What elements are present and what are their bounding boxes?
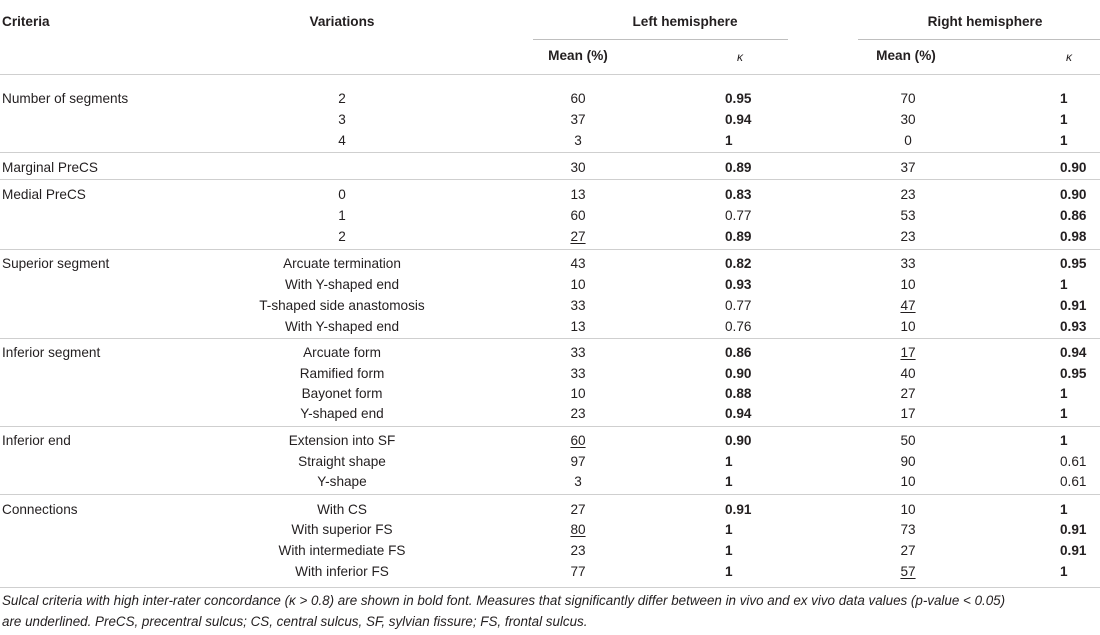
right-mean-cell: 23 [900, 187, 916, 202]
header-right-mean: Mean (%) [876, 48, 936, 63]
variation-cell: 0 [338, 187, 346, 202]
right-kappa-cell: 1 [1060, 91, 1068, 106]
variation-cell: Y-shaped end [300, 406, 384, 421]
right-kappa-cell: 0.86 [1060, 208, 1087, 223]
footnote-line-1: Sulcal criteria with high inter-rater concordance (κ > 0.8) are shown in bold font. Measures that significantly differ between in vivo and ex vivo data values (p-value < 0.05) [2, 593, 1006, 608]
variation-cell: With Y-shaped end [284, 319, 400, 334]
right-mean-cell: 73 [900, 522, 916, 537]
left-mean-cell: 97 [570, 454, 586, 469]
footnote-line-2: are underlined. PreCS, precentral sulcus; CS, central sulcus, SF, sylvian fissure; FS, frontal sulcus. [2, 614, 588, 629]
right-mean-cell: 27 [900, 386, 916, 401]
variation-cell: With intermediate FS [278, 543, 406, 558]
group-separator [0, 152, 1100, 153]
left-mean-cell: 60 [570, 208, 586, 223]
variation-cell: Straight shape [298, 454, 386, 469]
left-kappa-cell: 1 [725, 522, 733, 537]
variation-cell: With CS [317, 502, 367, 517]
criteria-cell: Inferior segment [2, 345, 101, 360]
header-left-kappa: κ [737, 50, 743, 64]
left-kappa-cell: 0.93 [725, 277, 752, 292]
right-mean-cell: 40 [900, 366, 916, 381]
left-mean-cell: 60 [570, 91, 586, 106]
right-kappa-cell: 0.61 [1060, 454, 1087, 469]
right-kappa-cell: 0.90 [1060, 160, 1087, 175]
variation-cell: Arcuate termination [283, 256, 401, 271]
right-mean-cell: 37 [900, 160, 916, 175]
right-kappa-cell: 0.91 [1060, 543, 1087, 558]
right-kappa-cell: 0.93 [1060, 319, 1087, 334]
right-mean-cell: 10 [900, 277, 916, 292]
left-kappa-cell: 1 [725, 564, 733, 579]
variation-cell: Ramified form [299, 366, 385, 381]
left-kappa-cell: 0.89 [725, 229, 752, 244]
criteria-cell: Connections [2, 502, 78, 517]
header-left-mean: Mean (%) [548, 48, 608, 63]
header-criteria: Criteria [2, 14, 50, 29]
left-mean-cell: 37 [570, 112, 586, 127]
left-kappa-cell: 0.77 [725, 298, 752, 313]
variation-cell: Arcuate form [303, 345, 381, 360]
left-mean-cell: 10 [570, 386, 586, 401]
variation-cell: 4 [338, 133, 346, 148]
header-left-hemisphere: Left hemisphere [632, 14, 738, 29]
right-mean-cell: 70 [900, 91, 916, 106]
group-separator [0, 249, 1100, 250]
right-mean-cell: 47 [900, 298, 916, 313]
left-mean-cell: 10 [570, 277, 586, 292]
variation-cell: With superior FS [291, 522, 393, 537]
right-kappa-cell: 1 [1060, 433, 1068, 448]
right-kappa-cell: 0.95 [1060, 366, 1087, 381]
header-right-kappa: κ [1066, 50, 1072, 64]
left-kappa-cell: 0.89 [725, 160, 752, 175]
variation-cell: 3 [338, 112, 346, 127]
left-kappa-cell: 1 [725, 474, 733, 489]
left-mean-cell: 33 [570, 345, 586, 360]
right-kappa-cell: 1 [1060, 386, 1068, 401]
right-kappa-cell: 0.98 [1060, 229, 1087, 244]
left-kappa-cell: 0.82 [725, 256, 752, 271]
variation-cell: 2 [338, 91, 346, 106]
variation-cell: Bayonet form [301, 386, 383, 401]
variation-cell: Y-shape [317, 474, 367, 489]
right-kappa-cell: 0.94 [1060, 345, 1087, 360]
left-mean-cell: 3 [574, 474, 582, 489]
right-kappa-cell: 1 [1060, 112, 1068, 127]
left-mean-cell: 3 [574, 133, 582, 148]
right-mean-cell: 90 [900, 454, 916, 469]
variation-cell: 1 [338, 208, 346, 223]
criteria-cell: Superior segment [2, 256, 110, 271]
group-separator [0, 494, 1100, 495]
right-kappa-cell: 1 [1060, 277, 1068, 292]
left-kappa-cell: 1 [725, 133, 733, 148]
left-kappa-cell: 0.95 [725, 91, 752, 106]
left-kappa-cell: 0.76 [725, 319, 752, 334]
right-mean-cell: 33 [900, 256, 916, 271]
variation-cell: T-shaped side anastomosis [259, 298, 425, 313]
left-kappa-cell: 0.90 [725, 366, 752, 381]
variation-cell: Extension into SF [288, 433, 396, 448]
header-variations: Variations [309, 14, 375, 29]
left-kappa-cell: 0.94 [725, 112, 752, 127]
left-mean-cell: 13 [570, 319, 586, 334]
left-mean-cell: 13 [570, 187, 586, 202]
left-mean-cell: 30 [570, 160, 586, 175]
variation-cell: With inferior FS [295, 564, 389, 579]
left-mean-cell: 33 [570, 298, 586, 313]
right-mean-cell: 0 [904, 133, 912, 148]
left-mean-cell: 23 [570, 543, 586, 558]
right-kappa-cell: 0.91 [1060, 298, 1087, 313]
criteria-cell: Marginal PreCS [2, 160, 98, 175]
table-bottom-rule [0, 587, 1100, 588]
right-mean-cell: 50 [900, 433, 916, 448]
left-mean-cell: 27 [570, 502, 586, 517]
left-mean-cell: 33 [570, 366, 586, 381]
right-kappa-cell: 0.61 [1060, 474, 1087, 489]
criteria-cell: Inferior end [2, 433, 71, 448]
left-mean-cell: 77 [570, 564, 586, 579]
footnote [2, 590, 1097, 632]
left-kappa-cell: 0.90 [725, 433, 752, 448]
right-mean-cell: 30 [900, 112, 916, 127]
right-kappa-cell: 0.90 [1060, 187, 1087, 202]
left-mean-cell: 23 [570, 406, 586, 421]
variation-cell: 2 [338, 229, 346, 244]
left-kappa-cell: 1 [725, 454, 733, 469]
left-hemisphere-rule [533, 39, 788, 40]
left-kappa-cell: 1 [725, 543, 733, 558]
right-mean-cell: 10 [900, 474, 916, 489]
right-kappa-cell: 1 [1060, 133, 1068, 148]
left-kappa-cell: 0.83 [725, 187, 752, 202]
right-kappa-cell: 1 [1060, 564, 1068, 579]
right-mean-cell: 27 [900, 543, 916, 558]
header-bottom-rule [0, 74, 1100, 75]
right-mean-cell: 57 [900, 564, 916, 579]
right-mean-cell: 17 [900, 406, 916, 421]
left-kappa-cell: 0.88 [725, 386, 752, 401]
group-separator [0, 338, 1100, 339]
right-mean-cell: 10 [900, 319, 916, 334]
header-right-hemisphere: Right hemisphere [927, 14, 1043, 29]
left-kappa-cell: 0.77 [725, 208, 752, 223]
criteria-cell: Number of segments [2, 91, 129, 106]
left-mean-cell: 60 [570, 433, 586, 448]
right-kappa-cell: 1 [1060, 406, 1068, 421]
left-kappa-cell: 0.91 [725, 502, 752, 517]
right-hemisphere-rule [858, 39, 1100, 40]
left-mean-cell: 43 [570, 256, 586, 271]
right-mean-cell: 23 [900, 229, 916, 244]
variation-cell: With Y-shaped end [284, 277, 400, 292]
left-kappa-cell: 0.86 [725, 345, 752, 360]
criteria-cell: Medial PreCS [2, 187, 86, 202]
right-kappa-cell: 0.91 [1060, 522, 1087, 537]
group-separator [0, 426, 1100, 427]
right-mean-cell: 17 [900, 345, 916, 360]
right-kappa-cell: 0.95 [1060, 256, 1087, 271]
right-mean-cell: 10 [900, 502, 916, 517]
left-mean-cell: 27 [570, 229, 586, 244]
group-separator [0, 179, 1100, 180]
left-mean-cell: 80 [570, 522, 586, 537]
left-kappa-cell: 0.94 [725, 406, 752, 421]
right-mean-cell: 53 [900, 208, 916, 223]
right-kappa-cell: 1 [1060, 502, 1068, 517]
